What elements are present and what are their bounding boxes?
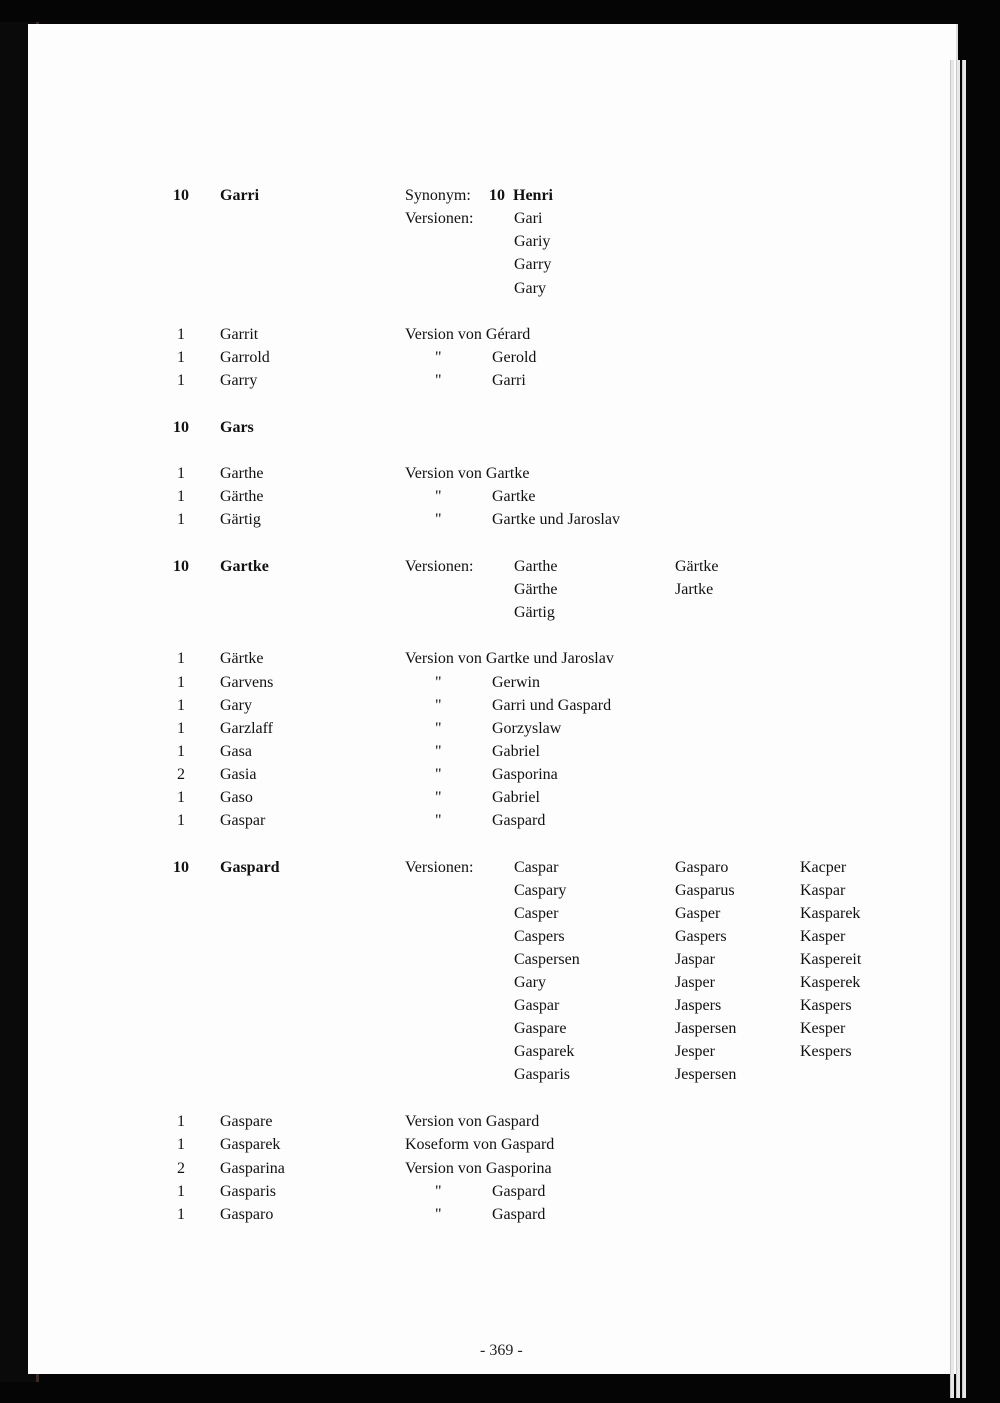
entry-count: 1 (177, 1183, 185, 1200)
version-name: Jesper (675, 1043, 715, 1060)
entry-count: 1 (177, 1206, 185, 1223)
reference-name: Garri (492, 372, 526, 389)
entry-count: 1 (177, 372, 185, 389)
version-name: Jaspar (675, 951, 715, 968)
entry-relation: Version von Gartke (405, 465, 530, 482)
reference-name: Gerwin (492, 674, 540, 691)
reference-name: Gorzyslaw (492, 720, 562, 737)
version-name: Jartke (675, 581, 714, 598)
entry-count: 1 (177, 465, 185, 482)
ditto-mark: " (435, 511, 442, 528)
synonym-name: Henri (513, 187, 553, 204)
entry-count: 2 (177, 1160, 185, 1177)
entry-name: Gaso (220, 789, 253, 806)
entry-name: Gasparina (220, 1160, 285, 1177)
entry-count: 1 (177, 674, 185, 691)
page-number: - 369 - (480, 1342, 523, 1359)
entry-name: Gaspare (220, 1113, 273, 1130)
version-name: Garthe (514, 558, 558, 575)
version-name: Casper (514, 905, 559, 922)
entry-count: 1 (177, 789, 185, 806)
version-name: Jaspers (675, 997, 722, 1014)
version-name: Gasparus (675, 882, 735, 899)
ditto-mark: " (435, 488, 442, 505)
entry-relation: Version von Gasporina (405, 1160, 552, 1177)
page-edge (962, 60, 966, 1398)
entry-relation: Versionen: (405, 558, 474, 575)
reference-name: Gartke (492, 488, 536, 505)
entry-name: Gasa (220, 743, 252, 760)
entry-name: Gaspar (220, 812, 266, 829)
ditto-mark: " (435, 697, 442, 714)
version-name: Gary (514, 974, 546, 991)
reference-name: Gabriel (492, 743, 540, 760)
ditto-mark: " (435, 766, 442, 783)
page-edge (950, 60, 954, 1398)
version-name: Kasperek (800, 974, 861, 991)
reference-name: Gerold (492, 349, 537, 366)
version-name: Kasparek (800, 905, 861, 922)
entry-count: 2 (177, 766, 185, 783)
reference-name: Gabriel (492, 789, 540, 806)
entry-count: 1 (177, 349, 185, 366)
version-name: Garry (514, 256, 552, 273)
ditto-mark: " (435, 812, 442, 829)
version-name: Caspers (514, 928, 565, 945)
version-name: Caspersen (514, 951, 580, 968)
synonym-count: 10 (489, 187, 505, 204)
version-name: Caspar (514, 859, 559, 876)
entry-count: 10 (173, 558, 189, 575)
entry-relation: Version von Gartke und Jaroslav (405, 650, 614, 667)
entry-name: Gaspard (220, 859, 280, 876)
entry-count: 1 (177, 720, 185, 737)
version-name: Kaspers (800, 997, 852, 1014)
entry-name: Garrit (220, 326, 259, 343)
entry-relation: Versionen: (405, 859, 474, 876)
reference-name: Gartke und Jaroslav (492, 511, 620, 528)
entry-relation: Synonym: (405, 187, 471, 204)
ditto-mark: " (435, 789, 442, 806)
ditto-mark: " (435, 1206, 442, 1223)
version-name: Gärthe (514, 581, 558, 598)
version-name: Gasparek (514, 1043, 575, 1060)
entry-name: Gars (220, 419, 254, 436)
entry-name: Gärtig (220, 511, 261, 528)
ditto-mark: " (435, 674, 442, 691)
version-name: Kaspereit (800, 951, 862, 968)
entry-name: Garrold (220, 349, 270, 366)
entry-name: Gasia (220, 766, 257, 783)
entry-count: 1 (177, 488, 185, 505)
entry-name: Garvens (220, 674, 274, 691)
version-name: Caspary (514, 882, 567, 899)
entry-name: Gasparis (220, 1183, 276, 1200)
entry-count: 1 (177, 326, 185, 343)
reference-name: Gaspard (492, 1183, 546, 1200)
entry-count: 1 (177, 743, 185, 760)
entry-count: 1 (177, 697, 185, 714)
reference-name: Gaspard (492, 812, 546, 829)
ditto-mark: " (435, 372, 442, 389)
entry-count: 1 (177, 650, 185, 667)
version-name: Kacper (800, 859, 847, 876)
version-name: Kespers (800, 1043, 852, 1060)
entry-name: Gärthe (220, 488, 264, 505)
entry-count: 10 (173, 187, 189, 204)
entry-relation: Version von Gaspard (405, 1113, 540, 1130)
version-name: Gaspare (514, 1020, 567, 1037)
entry-relation: Version von Gérard (405, 326, 531, 343)
version-name: Gaspar (514, 997, 560, 1014)
entry-name: Garry (220, 372, 258, 389)
version-name: Gärtig (514, 604, 555, 621)
entry-count: 1 (177, 511, 185, 528)
entry-name: Garzlaff (220, 720, 273, 737)
entry-count: 10 (173, 419, 189, 436)
version-name: Gasparis (514, 1066, 570, 1083)
entry-name: Gärtke (220, 650, 264, 667)
entry-name: Garthe (220, 465, 264, 482)
version-name: Gariy (514, 233, 551, 250)
ditto-mark: " (435, 1183, 442, 1200)
version-name: Kaspar (800, 882, 846, 899)
version-name: Gärtke (675, 558, 719, 575)
entry-name: Gary (220, 697, 252, 714)
entry-count: 10 (173, 859, 189, 876)
version-name: Jasper (675, 974, 715, 991)
version-name: Gasparo (675, 859, 729, 876)
ditto-mark: " (435, 349, 442, 366)
version-name: Jaspersen (675, 1020, 737, 1037)
version-name: Kesper (800, 1020, 846, 1037)
entry-relation: Koseform von Gaspard (405, 1136, 555, 1153)
version-name: Jespersen (675, 1066, 737, 1083)
version-name: Gary (514, 280, 546, 297)
entry-name: Gartke (220, 558, 269, 575)
version-name: Gaspers (675, 928, 727, 945)
reference-name: Gaspard (492, 1206, 546, 1223)
entry-count: 1 (177, 812, 185, 829)
entry-name: Garri (220, 187, 260, 204)
ditto-mark: " (435, 720, 442, 737)
entry-relation: Versionen: (405, 210, 474, 227)
page-edge (956, 60, 960, 1398)
entry-count: 1 (177, 1136, 185, 1153)
entry-name: Gasparo (220, 1206, 274, 1223)
entry-count: 1 (177, 1113, 185, 1130)
version-name: Kasper (800, 928, 846, 945)
entry-name: Gasparek (220, 1136, 281, 1153)
version-name: Gasper (675, 905, 721, 922)
reference-name: Garri und Gaspard (492, 697, 612, 714)
reference-name: Gasporina (492, 766, 558, 783)
version-name: Gari (514, 210, 543, 227)
ditto-mark: " (435, 743, 442, 760)
